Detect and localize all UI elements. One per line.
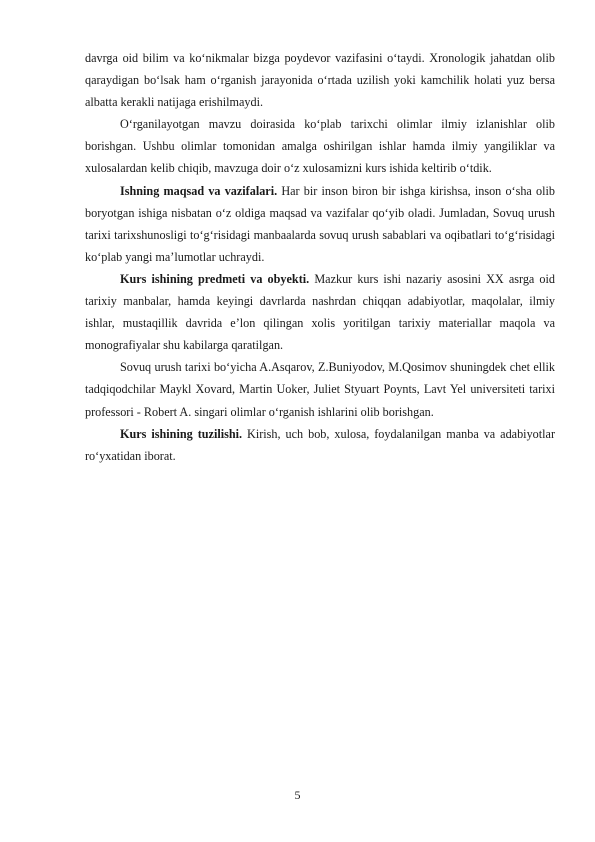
paragraph-text: Sovuq urush tarixi boʻyicha A.Asqarov, Z.Buniyodov, M.Qosimov shuningdek chet ellik tadqiqodchilar Maykl Xovard, Martin Uoker, Juliet Styuart Poynts, Lavt Yel universiteti tarixi professori - Robert A. singari olimlar oʻrganish ishlarini olib borishgan. [85, 360, 555, 419]
paragraph-continuation [85, 47, 555, 113]
paragraph-text: Oʻrganilayotgan mavzu doirasida koʻplab tarixchi olimlar ilmiy izlanishlar olib borishgan. Ushbu olimlar tomonidan amalga oshirilgan ishlar hamda ilmiy yangiliklar va xulosalardan kelib chiqib, mavzuga doir oʻz xulosamizni kurs ishida keltirib oʻtdik. [85, 117, 555, 176]
page-number: 5 [294, 788, 301, 802]
paragraph-text: davrga oid bilim va koʻnikmalar bizga poydevor vazifasini oʻtaydi. Xronologik jahatdan olib qaraydigan boʻlsak ham oʻrganish jarayonida oʻrtada uzilish yoki kamchilik holati yuz bersa albatta kerakli natijaga erishilmaydi. [85, 51, 555, 110]
paragraph-subject-object [85, 268, 555, 356]
paragraph-structure [85, 423, 555, 467]
paragraph-text: Har bir inson biron bir ishga kirishsa, inson oʻsha olib boryotgan ishiga nisbatan oʻz oldiga maqsad va vazifalar qoʻyib oladi. Jumladan, Sovuq urush tarixi tarixshunosligi toʻgʻrisidagi manbaalarda sovuq urush sabablari va oqibatlari toʻgʻrisidagi koʻplab yangi ma’lumotlar uchraydi. [85, 183, 555, 264]
paragraph-heading: Kurs ishining predmeti va obyekti. [120, 271, 310, 286]
paragraph-scholars [85, 356, 555, 422]
paragraph-researchers-overview [85, 113, 555, 179]
body-text [85, 47, 555, 467]
paragraph-heading: Kurs ishining tuzilishi. [120, 426, 243, 441]
paragraph-text: Kirish, uch bob, xulosa, foydalanilgan manba va adabiyotlar roʻyxatidan iborat. [85, 426, 555, 463]
paragraph-text: Mazkur kurs ishi nazariy asosini XX asrga oid tarixiy manbalar, hamda keyingi davrlarda nashrdan chiqqan adabiyotlar, maqolalar, ilmiy ishlar, mustaqillik davrida e’lon qilingan xolis yoritilgan tarixiy materiallar maqola va monografiyalar shu kabilarga qaratilgan. [85, 271, 556, 353]
paragraph-goals [85, 180, 555, 268]
paragraph-heading: Ishning maqsad va vazifalari. [120, 183, 278, 198]
